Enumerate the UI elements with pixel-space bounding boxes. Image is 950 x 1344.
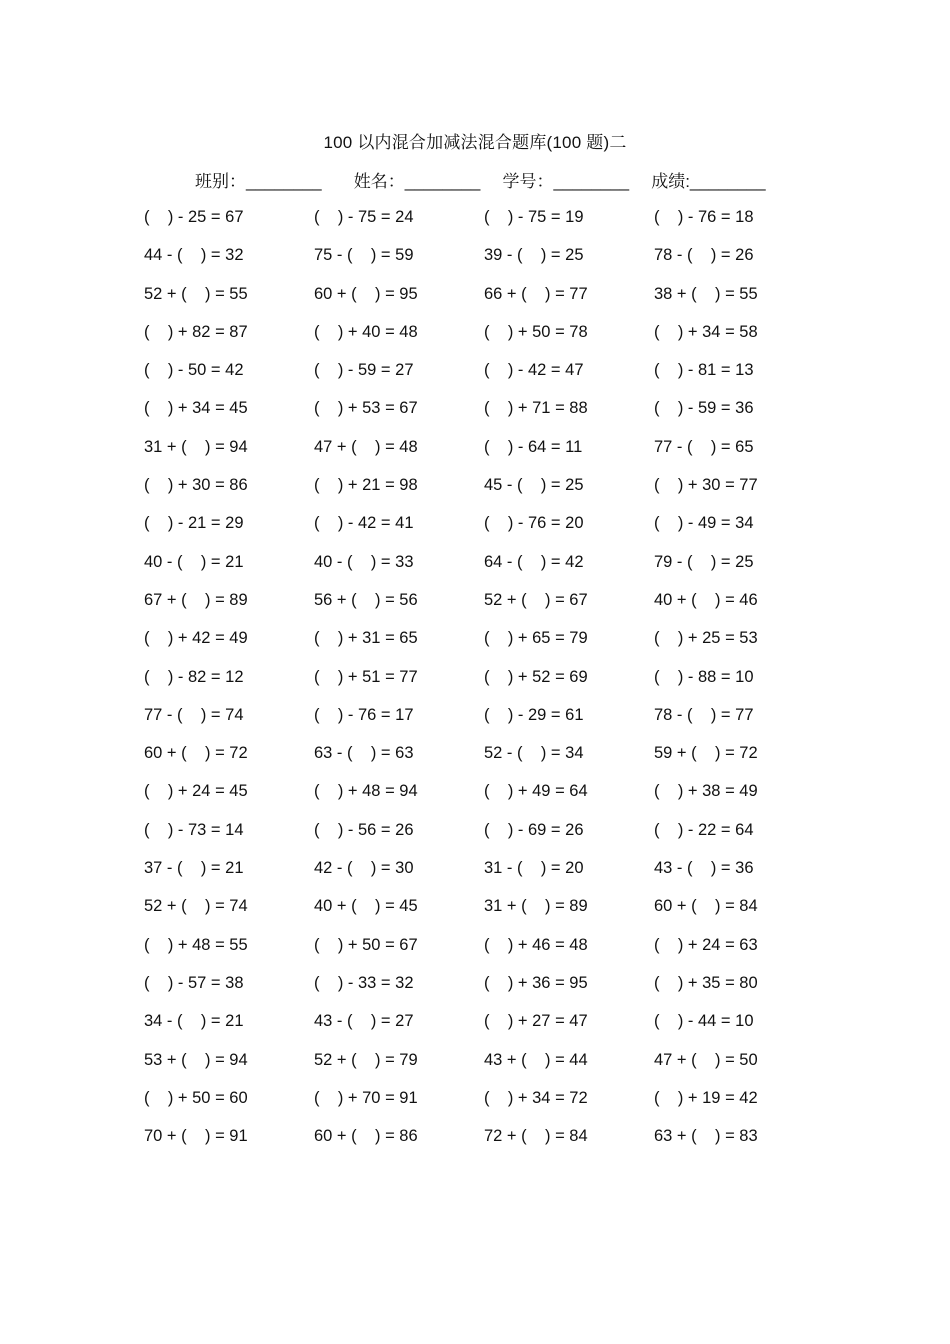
math-problem: ( ) - 22 = 64 xyxy=(654,820,754,839)
score-field-label: 成绩:________ xyxy=(651,172,766,191)
math-problem: ( ) + 49 = 64 xyxy=(484,782,588,801)
problem-row xyxy=(144,281,824,319)
math-problem: 38 + ( ) = 55 xyxy=(654,284,758,303)
math-problem: ( ) - 76 = 17 xyxy=(314,705,414,724)
math-problem: ( ) + 31 = 65 xyxy=(314,629,418,648)
math-problem: ( ) + 42 = 49 xyxy=(144,629,248,648)
math-problem: ( ) - 33 = 32 xyxy=(314,973,414,992)
math-problem: ( ) + 38 = 49 xyxy=(654,782,758,801)
math-problem: 59 + ( ) = 72 xyxy=(654,744,758,763)
problem-row xyxy=(144,510,824,548)
math-problem: 75 - ( ) = 59 xyxy=(314,246,414,265)
problem-row xyxy=(144,893,824,931)
math-problem: 40 - ( ) = 33 xyxy=(314,552,414,571)
problem-row xyxy=(144,817,824,855)
math-problem: ( ) + 34 = 72 xyxy=(484,1088,588,1107)
worksheet-title: 100 以内混合加减法混合题库(100 题)二 xyxy=(323,133,627,152)
math-problem: ( ) - 76 = 18 xyxy=(654,208,754,226)
math-problem: 52 + ( ) = 74 xyxy=(144,897,248,916)
math-problem: 70 + ( ) = 91 xyxy=(144,1127,248,1146)
problem-row xyxy=(144,664,824,702)
problem-row xyxy=(144,1008,824,1046)
math-problem: 67 + ( ) = 89 xyxy=(144,590,248,609)
math-problem: 39 - ( ) = 25 xyxy=(484,246,584,265)
problem-row xyxy=(144,778,824,816)
problem-row xyxy=(144,549,824,587)
math-problem: ( ) + 50 = 67 xyxy=(314,935,418,954)
math-problem: ( ) - 57 = 38 xyxy=(144,973,244,992)
math-problem: 60 + ( ) = 95 xyxy=(314,284,418,303)
math-problem: 43 - ( ) = 36 xyxy=(654,859,754,878)
math-problem: ( ) + 25 = 53 xyxy=(654,629,758,648)
math-problem: 60 + ( ) = 72 xyxy=(144,744,248,763)
math-problem: ( ) + 34 = 45 xyxy=(144,399,248,418)
math-problem: ( ) + 53 = 67 xyxy=(314,399,418,418)
problem-row xyxy=(144,1123,824,1161)
math-problem: 64 - ( ) = 42 xyxy=(484,552,584,571)
math-problem: ( ) - 73 = 14 xyxy=(144,820,244,839)
math-problem: 40 + ( ) = 45 xyxy=(314,897,418,916)
math-problem: 47 + ( ) = 48 xyxy=(314,437,418,456)
problem-row xyxy=(144,1085,824,1123)
math-problem: ( ) - 49 = 34 xyxy=(654,514,754,533)
math-problem: 42 - ( ) = 30 xyxy=(314,859,414,878)
math-problem: 77 - ( ) = 74 xyxy=(144,705,244,724)
name-field-label: 姓名：________ xyxy=(353,172,481,191)
math-problem: ( ) - 88 = 10 xyxy=(654,667,754,686)
math-problem: ( ) - 25 = 67 xyxy=(144,208,244,226)
math-problem: ( ) + 48 = 55 xyxy=(144,935,248,954)
math-problem: ( ) + 50 = 78 xyxy=(484,322,588,341)
math-problem: ( ) - 42 = 47 xyxy=(484,361,584,380)
math-problem: ( ) - 56 = 26 xyxy=(314,820,414,839)
math-problem: ( ) - 59 = 36 xyxy=(654,399,754,418)
math-problem: ( ) + 30 = 86 xyxy=(144,476,248,495)
math-problem: 43 + ( ) = 44 xyxy=(484,1050,588,1069)
math-problem: 66 + ( ) = 77 xyxy=(484,284,588,303)
problem-row xyxy=(144,702,824,740)
student-info-line xyxy=(195,167,795,192)
math-problem: 44 - ( ) = 32 xyxy=(144,246,244,265)
problem-grid xyxy=(144,204,824,1161)
math-problem: 45 - ( ) = 25 xyxy=(484,476,584,495)
problem-row xyxy=(144,242,824,280)
student-id-field-label: 学号：________ xyxy=(502,172,630,191)
math-problem: ( ) - 82 = 12 xyxy=(144,667,244,686)
math-problem: 31 + ( ) = 89 xyxy=(484,897,588,916)
math-problem: ( ) - 75 = 24 xyxy=(314,208,414,226)
math-problem: ( ) + 34 = 58 xyxy=(654,322,758,341)
problem-row xyxy=(144,472,824,510)
math-problem: ( ) + 21 = 98 xyxy=(314,476,418,495)
math-problem: 47 + ( ) = 50 xyxy=(654,1050,758,1069)
math-problem: ( ) + 46 = 48 xyxy=(484,935,588,954)
math-problem: 72 + ( ) = 84 xyxy=(484,1127,588,1146)
math-problem: ( ) + 65 = 79 xyxy=(484,629,588,648)
math-problem: ( ) - 42 = 41 xyxy=(314,514,414,533)
math-problem: 31 + ( ) = 94 xyxy=(144,437,248,456)
math-problem: ( ) + 30 = 77 xyxy=(654,476,758,495)
math-problem: 40 - ( ) = 21 xyxy=(144,552,244,571)
math-problem: 52 + ( ) = 79 xyxy=(314,1050,418,1069)
math-problem: ( ) + 48 = 94 xyxy=(314,782,418,801)
math-problem: ( ) - 64 = 11 xyxy=(484,437,583,456)
math-problem: ( ) + 51 = 77 xyxy=(314,667,418,686)
math-problem: 77 - ( ) = 65 xyxy=(654,437,754,456)
math-problem: ( ) - 76 = 20 xyxy=(484,514,584,533)
math-problem: 60 + ( ) = 86 xyxy=(314,1127,418,1146)
problem-row xyxy=(144,932,824,970)
math-problem: 63 - ( ) = 63 xyxy=(314,744,414,763)
math-problem: ( ) + 27 = 47 xyxy=(484,1012,588,1031)
math-problem: 43 - ( ) = 27 xyxy=(314,1012,414,1031)
math-problem: ( ) - 69 = 26 xyxy=(484,820,584,839)
problem-row xyxy=(144,204,824,242)
math-problem: ( ) + 50 = 60 xyxy=(144,1088,248,1107)
math-problem: 78 - ( ) = 26 xyxy=(654,246,754,265)
problem-row xyxy=(144,434,824,472)
math-problem: ( ) - 44 = 10 xyxy=(654,1012,754,1031)
math-problem: 40 + ( ) = 46 xyxy=(654,590,758,609)
math-problem: ( ) + 24 = 45 xyxy=(144,782,248,801)
math-problem: 79 - ( ) = 25 xyxy=(654,552,754,571)
math-problem: ( ) + 40 = 48 xyxy=(314,322,418,341)
math-problem: ( ) + 35 = 80 xyxy=(654,973,758,992)
math-problem: ( ) - 81 = 13 xyxy=(654,361,754,380)
math-problem: 78 - ( ) = 77 xyxy=(654,705,754,724)
math-problem: ( ) - 75 = 19 xyxy=(484,208,584,226)
math-problem: ( ) + 71 = 88 xyxy=(484,399,588,418)
problem-row xyxy=(144,319,824,357)
math-problem: 56 + ( ) = 56 xyxy=(314,590,418,609)
problem-row xyxy=(144,625,824,663)
math-problem: ( ) + 36 = 95 xyxy=(484,973,588,992)
math-problem: 52 + ( ) = 55 xyxy=(144,284,248,303)
math-problem: ( ) - 29 = 61 xyxy=(484,705,584,724)
problem-row xyxy=(144,587,824,625)
math-problem: ( ) - 21 = 29 xyxy=(144,514,244,533)
problem-row xyxy=(144,1047,824,1085)
math-problem: 52 - ( ) = 34 xyxy=(484,744,584,763)
problem-row xyxy=(144,357,824,395)
class-field-label: 班别：________ xyxy=(195,172,322,191)
math-problem: 34 - ( ) = 21 xyxy=(144,1012,244,1031)
problem-row xyxy=(144,740,824,778)
math-problem: 37 - ( ) = 21 xyxy=(144,859,244,878)
math-problem: 63 + ( ) = 83 xyxy=(654,1127,758,1146)
math-problem: 31 - ( ) = 20 xyxy=(484,859,584,878)
math-problem: 53 + ( ) = 94 xyxy=(144,1050,248,1069)
math-problem: ( ) + 19 = 42 xyxy=(654,1088,758,1107)
math-problem: ( ) + 70 = 91 xyxy=(314,1088,418,1107)
problem-row xyxy=(144,970,824,1008)
problem-row xyxy=(144,395,824,433)
problem-row xyxy=(144,855,824,893)
math-problem: ( ) - 50 = 42 xyxy=(144,361,244,380)
math-problem: ( ) + 82 = 87 xyxy=(144,322,248,341)
math-problem: 52 + ( ) = 67 xyxy=(484,590,588,609)
math-problem: ( ) + 24 = 63 xyxy=(654,935,758,954)
math-problem: ( ) + 52 = 69 xyxy=(484,667,588,686)
math-problem: 60 + ( ) = 84 xyxy=(654,897,758,916)
math-problem: ( ) - 59 = 27 xyxy=(314,361,414,380)
